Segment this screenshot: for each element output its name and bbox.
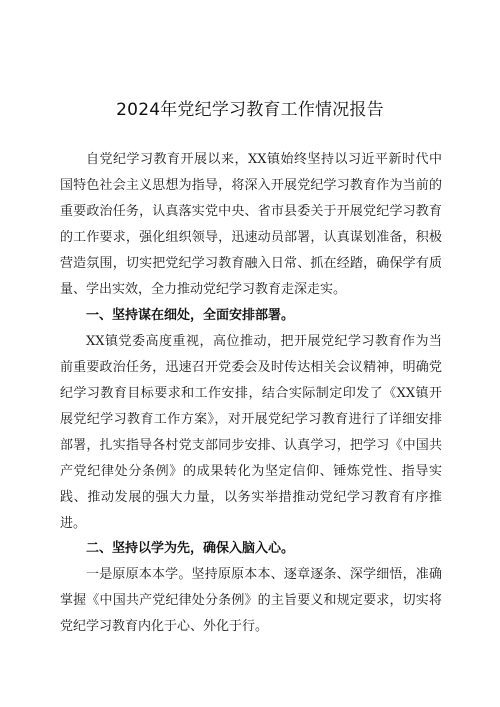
section-heading-1: 一、坚持谋在细处，全面安排部署。: [86, 308, 295, 323]
section-heading-2: 二、坚持以学为先，确保入脑入心。: [86, 541, 295, 556]
section-paragraph-1: XX镇党委高度重视，高位推动，把开展党纪学习教育作为当前重要政治任务，迅速召开党委会及时传达相关会议精神，明确党纪学习教育目标要求和工作安排，结合实际制定印发了《XX镇开展党纪学习教育工作方案》，对开展党纪学习教育进行了详细安排部署，扎实指导各村党支部同步安排、认真学习，把学习《中国共产党纪律处分条例》的成果转化为坚定信仰、锤炼党性、指导实践、推动发展的强大力量，以务实举措推动党纪学习教育有序推进。: [60, 334, 442, 531]
intro-paragraph: 自党纪学习教育开展以来，XX镇始终坚持以习近平新时代中国特色社会主义思想为指导，将深入开展党纪学习教育作为当前的重要政治任务，认真落实党中央、省市县委关于开展党纪学习教育的工作要求，强化组织领导，迅速动员部署，认真谋划准备，积极营造氛围，切实把党纪学习教育融入日常、抓在经踏，确保学有质量、学出实效，全力推动党纪学习教育走深走实。: [60, 152, 442, 297]
document-title: 2024年党纪学习教育工作情况报告: [116, 100, 384, 120]
section-paragraph-2: 一是原原本本学。坚持原原本本、逐章逐条、深学细悟，准确掌握《中国共产党纪律处分条例》的主旨要义和规定要求，切实将党纪学习教育内化于心、外化于行。: [60, 567, 442, 634]
